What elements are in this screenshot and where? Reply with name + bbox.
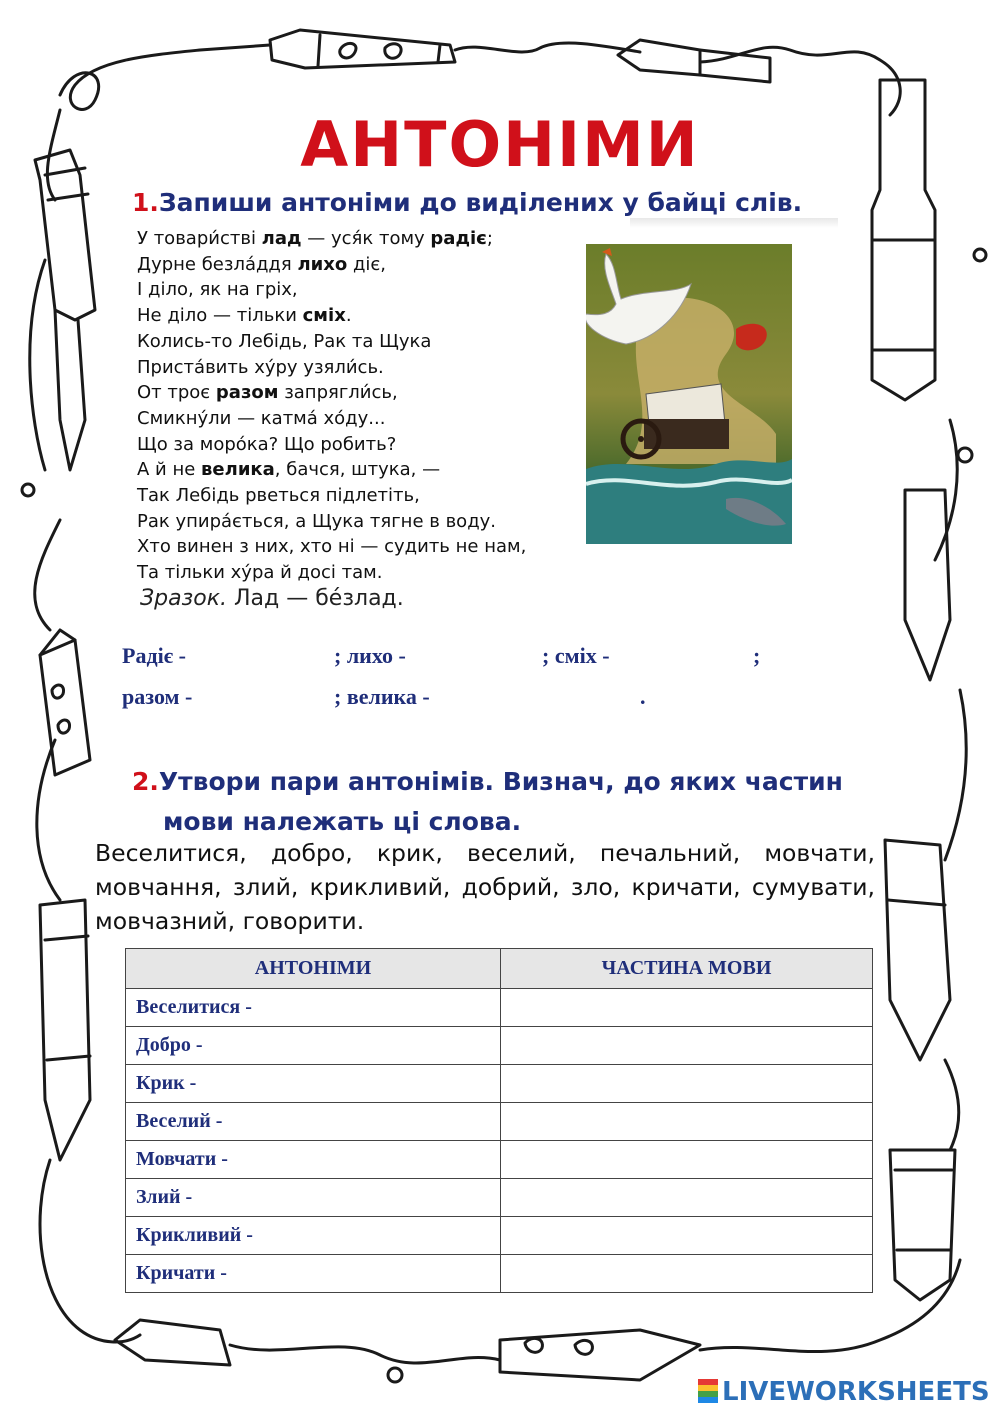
antonym-cell[interactable] [126, 1103, 501, 1141]
poem-text: . [345, 305, 352, 327]
table-row [126, 1027, 873, 1065]
fill-label-razom: разом - [122, 684, 193, 709]
table-header-row [126, 949, 873, 989]
antonym-word: Крикливий - [136, 1224, 253, 1246]
fable-illustration [586, 244, 792, 544]
poem-text: Та тільки ху́ра й досі там. [137, 562, 383, 584]
fill-label-lykho: ; лихо - [334, 643, 406, 668]
poem-line [137, 252, 526, 278]
fill-label-smikh: ; сміх - [542, 643, 610, 668]
table-row [126, 1179, 873, 1217]
word-list: Веселитися, добро, крик, веселий, печальний, мовчати, мовчання, злий, крикливий, добрий, зло, кричати, сумувати, мовчазний, говорити. [95, 839, 875, 935]
poem-text: діє, [347, 253, 386, 275]
poem-text: І діло, як на гріх, [137, 279, 298, 301]
poem-text: Не діло — тільки [137, 305, 303, 327]
task-1-instruction [132, 188, 802, 217]
highlighted-word: разом [215, 382, 279, 404]
antonym-cell[interactable] [126, 1065, 501, 1103]
task-2-number: 2. [132, 767, 159, 796]
poem-text: Приста́вить ху́ру узяли́сь. [137, 356, 384, 378]
answer-smikh-input[interactable] [628, 643, 750, 671]
poem-text: ; [486, 228, 493, 249]
antonyms-table [125, 948, 873, 1293]
poem-line [137, 534, 526, 560]
poem-text: , бачся, штука, — [274, 459, 441, 481]
poem-text: Дурне безла́ддя [137, 253, 298, 275]
poem-line [137, 355, 526, 381]
poem-text: — уся́к тому [301, 228, 431, 249]
part-of-speech-cell[interactable] [501, 1179, 873, 1217]
poem-text: А й не [137, 459, 202, 481]
poem-line [137, 277, 526, 303]
highlighted-word: сміх [302, 305, 346, 327]
poem-line [137, 380, 526, 406]
poem-text: запрягли́сь, [278, 382, 398, 404]
fill-end-semicolon: ; [753, 643, 761, 668]
poem-text: Смикну́ли — катма́ хо́ду... [137, 407, 386, 429]
poem-line [137, 303, 526, 329]
antonym-word: Веселитися - [136, 996, 252, 1018]
table-row [126, 1217, 873, 1255]
antonym-word: Крик - [136, 1072, 197, 1094]
answer-velyka-input[interactable] [455, 684, 639, 712]
poem-text: Рак упира́ється, а Щука тягне в воду. [137, 510, 497, 532]
task-2-instruction [132, 762, 843, 842]
poem-line [137, 509, 526, 535]
antonym-cell[interactable] [126, 1141, 501, 1179]
poem-line [137, 457, 526, 483]
antonym-cell[interactable] [126, 1027, 501, 1065]
poem-line [137, 406, 526, 432]
task-2-text-line-2: мови належать ці слова. [163, 807, 522, 836]
antonym-cell[interactable] [126, 1179, 501, 1217]
part-of-speech-cell[interactable] [501, 1065, 873, 1103]
highlighted-word: лихо [297, 253, 348, 275]
title-shadow-decoration [630, 218, 838, 228]
table-row [126, 1255, 873, 1293]
antonym-word: Добро - [136, 1034, 203, 1056]
antonym-cell[interactable] [126, 1255, 501, 1293]
fill-label-velyka: ; велика - [334, 684, 430, 709]
part-of-speech-cell[interactable] [501, 1141, 873, 1179]
poem-text: Колись-то Лебідь, Рак та Щука [137, 330, 432, 352]
header-antonyms: АНТОНІМИ [126, 949, 501, 989]
liveworksheets-logo [698, 1377, 990, 1407]
fable-poem [137, 226, 526, 586]
sample-answer [140, 586, 404, 611]
answer-radie-input[interactable] [202, 643, 331, 671]
answer-razom-input[interactable] [210, 684, 332, 712]
header-part-of-speech: ЧАСТИНА МОВИ [501, 949, 873, 989]
poem-line [137, 226, 526, 252]
part-of-speech-cell[interactable] [501, 1103, 873, 1141]
part-of-speech-cell[interactable] [501, 1027, 873, 1065]
sample-label: Зразок. [140, 586, 227, 611]
poem-text: Хто винен з них, хто ні — судить не нам, [137, 536, 527, 558]
table-row [126, 989, 873, 1027]
poem-text: Що за моро́ка? Що робить? [137, 433, 397, 455]
part-of-speech-cell[interactable] [501, 1217, 873, 1255]
poem-text: У товари́стві [137, 228, 262, 249]
highlighted-word: лад [261, 228, 302, 249]
table-row [126, 1141, 873, 1179]
poem-text: Так Лебідь рветься підлетіть, [137, 485, 420, 507]
poem-text: От троє [137, 382, 216, 404]
logo-icon [698, 1379, 718, 1403]
task-1-text: Запиши антоніми до виділених у байці слів. [158, 188, 803, 217]
poem-line [137, 329, 526, 355]
antonym-word: Мовчати - [136, 1148, 228, 1170]
brand-name: LIVEWORKSHEETS [722, 1377, 990, 1407]
poem-line [137, 432, 526, 458]
poem-line [137, 483, 526, 509]
page-title: АНТОНІМИ [300, 108, 700, 181]
fill-label-radie: Радіє - [122, 643, 187, 668]
antonym-word: Веселий - [136, 1110, 223, 1132]
sample-text: Лад — бе́злад. [227, 586, 404, 611]
highlighted-word: велика [201, 459, 275, 481]
antonym-word: Злий - [136, 1186, 193, 1208]
part-of-speech-cell[interactable] [501, 989, 873, 1027]
poem-line [137, 560, 526, 586]
table-row [126, 1103, 873, 1141]
antonym-cell[interactable] [126, 1217, 501, 1255]
fill-end-period: . [640, 684, 646, 709]
task-2-text-line-1: Утвори пари антонімів. Визнач, до яких частин [158, 767, 843, 796]
highlighted-word: радіє [430, 228, 487, 249]
antonym-cell[interactable] [126, 989, 501, 1027]
part-of-speech-cell[interactable] [501, 1255, 873, 1293]
table-row [126, 1065, 873, 1103]
antonym-word: Кричати - [136, 1262, 227, 1284]
task-1-number: 1. [132, 188, 159, 217]
answer-lykho-input[interactable] [425, 643, 541, 671]
